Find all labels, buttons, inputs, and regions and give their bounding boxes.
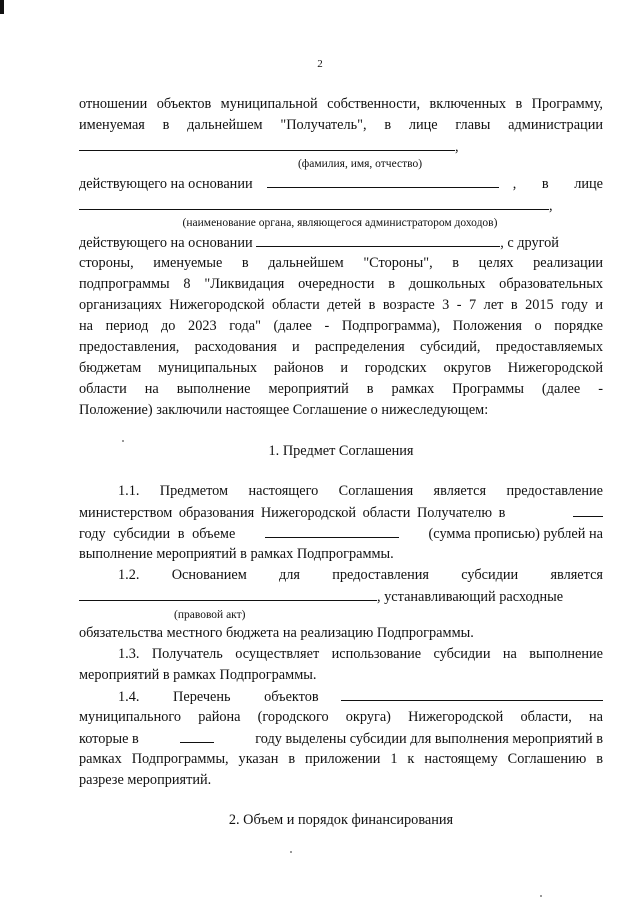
caption-fio: (фамилия, имя, отчество): [297, 158, 423, 170]
text-line: ,: [79, 137, 603, 156]
text-line: стороны, именуемые в дальнейшем "Стороны", в целях реализации: [79, 255, 603, 271]
text-line: предоставления, расходования и распределения субсидий, предоставляемых: [79, 339, 603, 355]
fill-blank-line: [341, 687, 603, 701]
section-2-heading: 2. Объем и порядок финансирования: [228, 812, 454, 828]
text-line: мероприятий в рамках Подпрограммы.: [79, 667, 317, 683]
text-line: отношении объектов муниципальной собственности, включенных в Программу,: [79, 96, 603, 112]
text-line: 1.4. Перечень объектов: [118, 687, 603, 706]
section-1-heading: 1. Предмет Соглашения: [268, 443, 414, 459]
text-line: области на выполнение мероприятий в рамках Программы (далее -: [79, 381, 603, 397]
fill-blank-line: [265, 524, 399, 538]
text-line: подпрограммы 8 "Ликвидация очередности в дошкольных образовательных: [79, 276, 603, 292]
text-line: , устанавливающий расходные: [79, 587, 603, 606]
text-line: 1.2. Основанием для предоставления субсидии является: [118, 567, 603, 583]
text-line: действующего на основании , в лице: [79, 176, 603, 192]
fill-blank-line: [267, 174, 499, 188]
fill-blank-line: [79, 587, 377, 601]
text-line: которые в году выделены субсидии для выполнения мероприятий в: [79, 731, 603, 747]
text-line: 1.1. Предметом настоящего Соглашения является предоставление: [118, 483, 603, 499]
caption-act: (правовой акт): [174, 609, 246, 621]
text-line: именуемая в дальнейшем "Получатель", в лице главы администрации: [79, 117, 603, 133]
text-line: обязательства местного бюджета на реализацию Подпрограммы.: [79, 625, 474, 641]
caption-org: (наименование органа, являющегося администратором доходов): [182, 217, 498, 229]
fill-blank-line: [79, 196, 549, 210]
text-line: организациях Нижегородской области детей в возрасте 3 - 7 лет в 2015 году и: [79, 297, 603, 313]
scan-speck: [122, 440, 124, 442]
scan-speck: [540, 895, 542, 897]
text-line: разрезе мероприятий.: [79, 772, 212, 788]
fill-blank-line: [256, 233, 500, 247]
text-line: рамках Подпрограммы, указан в приложении 1 к настоящему Соглашению в: [79, 751, 603, 767]
text-line: действующего на основании , с другой: [79, 235, 559, 251]
text-line: муниципального района (городского округа) Нижегородской области, на: [79, 709, 603, 725]
fill-blank-line: [79, 137, 455, 151]
text-line: выполнение мероприятий в рамках Подпрограммы.: [79, 546, 394, 562]
fill-blank-line: [180, 729, 214, 743]
text-line: министерством образования Нижегородской области Получателю в: [79, 503, 603, 522]
scan-mark: [0, 0, 4, 14]
text-line: ,: [79, 196, 603, 215]
text-line: году субсидии в объеме (сумма прописью) рублей на: [79, 526, 603, 542]
fill-blank-line: [573, 503, 603, 517]
text-line: бюджетам муниципальных районов и городских округов Нижегородской: [79, 360, 603, 376]
text-line: 1.3. Получатель осуществляет использование субсидии на выполнение: [118, 646, 603, 662]
page-number: 2: [317, 58, 323, 70]
scan-speck: [290, 851, 292, 853]
text-line: Положение) заключили настоящее Соглашение о нижеследующем:: [79, 402, 489, 418]
text-line: на период до 2023 года" (далее - Подпрограмма), Положения о порядке: [79, 318, 603, 334]
